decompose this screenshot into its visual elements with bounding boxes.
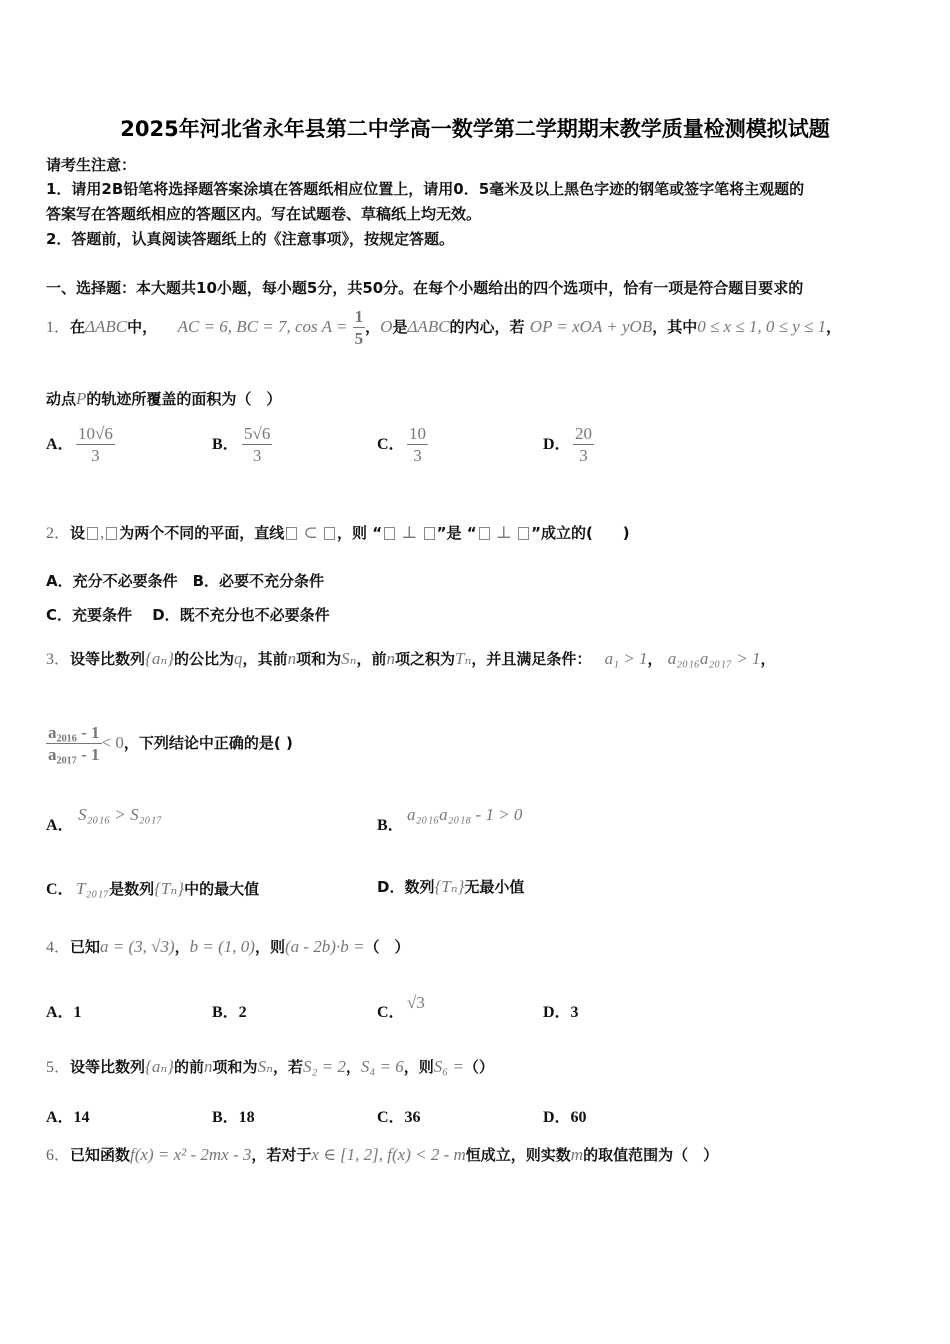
q4-option-a[interactable]: A．1 xyxy=(46,1004,82,1021)
q4-option-b[interactable]: B．2 xyxy=(212,1004,247,1021)
q2-options-cd[interactable]: C．充要条件 D．既不充分也不必要条件 xyxy=(46,606,330,624)
missing-symbol-icon xyxy=(424,527,435,540)
section-heading: 一、选择题：本大题共10小题，每小题5分，共50分。在每个小题给出的四个选项中，恰有一项是符合题目要求的 xyxy=(46,279,804,297)
q4-option-c[interactable]: C．√3 xyxy=(377,993,425,1021)
q1-range: 0 ≤ x ≤ 1, 0 ≤ y ≤ 1 xyxy=(697,317,827,336)
q1-option-d[interactable]: D． $\frac{20}{3}$ xyxy=(543,424,592,465)
question-1-line-2: 动点P的轨迹所覆盖的面积为（ ） xyxy=(46,389,282,408)
q1-option-a[interactable]: A． $\frac{10√6}{3}$ xyxy=(46,424,113,465)
q3-option-a[interactable]: A．S₂₀₁₆ > S₂₀₁₇ xyxy=(46,805,163,834)
q3-option-d[interactable]: D．数列{Tₙ}无最小值 xyxy=(377,877,525,896)
q4-option-d[interactable]: D．3 xyxy=(543,1004,579,1021)
page-title: 2025年河北省永年县第二中学高一数学第二学期期末教学质量检测模拟试题 xyxy=(120,117,830,141)
missing-symbol-icon xyxy=(479,527,490,540)
question-3-line-2: $\frac{\text{a₂₀₁₆ - 1}}{\text{a₂₀₁₇ - 1}}$ < 0，下列结论中正确的是( ) xyxy=(48,723,293,764)
notice-line-1a: 1．请用2B铅笔将选择题答案涂填在答题纸相应位置上，请用0．5毫米及以上黑色字迹的钢笔或签字笔将主观题的 xyxy=(46,180,805,198)
question-3-line-1: 3．设等比数列{aₙ}的公比为q，其前n项和为Sₙ，前n项之积为Tₙ，并且满足条件： a₁ > 1， a₂₀₁₆a₂₀₁₇ > 1， xyxy=(46,649,776,668)
q3-option-b[interactable]: B．a₂₀₁₆a₂₀₁₈ - 1 > 0 xyxy=(377,805,523,834)
missing-symbol-icon xyxy=(324,527,335,540)
q1-vector-equation: OP = xOA + yOB xyxy=(529,317,653,336)
question-2: 2．设 , 为两个不同的平面，直线 ⊂ ，则 “ ⊥ ”是 “ ⊥ ”成立的( ) xyxy=(46,523,630,542)
q1-triangle: ΔABC xyxy=(85,317,128,336)
question-5: 5．设等比数列{aₙ}的前n项和为Sₙ，若S₂ = 2，S₄ = 6，则S₆ =（） xyxy=(46,1057,494,1076)
missing-symbol-icon xyxy=(518,527,529,540)
q5-option-d[interactable]: D．60 xyxy=(543,1109,587,1126)
q5-option-b[interactable]: B．18 xyxy=(212,1109,255,1126)
notice-heading: 请考生注意： xyxy=(46,156,137,174)
q5-option-a[interactable]: A．14 xyxy=(46,1109,90,1126)
notice-line-2: 2．答题前，认真阅读答题纸上的《注意事项》，按规定答题。 xyxy=(46,230,454,248)
missing-symbol-icon xyxy=(87,527,98,540)
notice-line-1b: 答案写在答题纸相应的答题区内。写在试题卷、草稿纸上均无效。 xyxy=(46,205,482,223)
q1-number: 1． xyxy=(46,319,71,336)
question-6: 6．已知函数f(x) = x² - 2mx - 3，若对于x ∈ [1, 2], f(x) < 2 - m恒成立，则实数m的取值范围为（ ） xyxy=(46,1145,719,1164)
q1-option-c[interactable]: C． $\frac{10}{3}$ xyxy=(377,424,426,465)
missing-symbol-icon xyxy=(286,527,297,540)
q5-option-c[interactable]: C．36 xyxy=(377,1109,421,1126)
missing-symbol-icon xyxy=(384,527,395,540)
q1-option-b[interactable]: B． $\frac{5√6}{3}$ xyxy=(212,424,271,465)
q3-option-c[interactable]: C． T₂₀₁₇是数列{Tₙ}中的最大值 xyxy=(46,879,260,898)
q2-options-ab[interactable]: A．充分不必要条件 B．必要不充分条件 xyxy=(46,572,325,590)
missing-symbol-icon xyxy=(106,527,117,540)
question-4: 4．已知a = (3, √3)，b = (1, 0)，则(a - 2b)·b =（ ） xyxy=(46,937,410,956)
question-1-line-1: 1．在ΔABC中， AC = 6, BC = 7, cos A = $\frac{1}{5}$ ，O是ΔABC的内心，若 OP = xOA + yOB，其中0 ≤ x ≤ 1, 0 ≤ y ≤ 1， xyxy=(46,307,842,348)
q1-condition: AC = 6, BC = 7, cos A = xyxy=(177,317,348,336)
q1-cos-fraction: $\frac{1}{5}$ xyxy=(354,307,364,348)
